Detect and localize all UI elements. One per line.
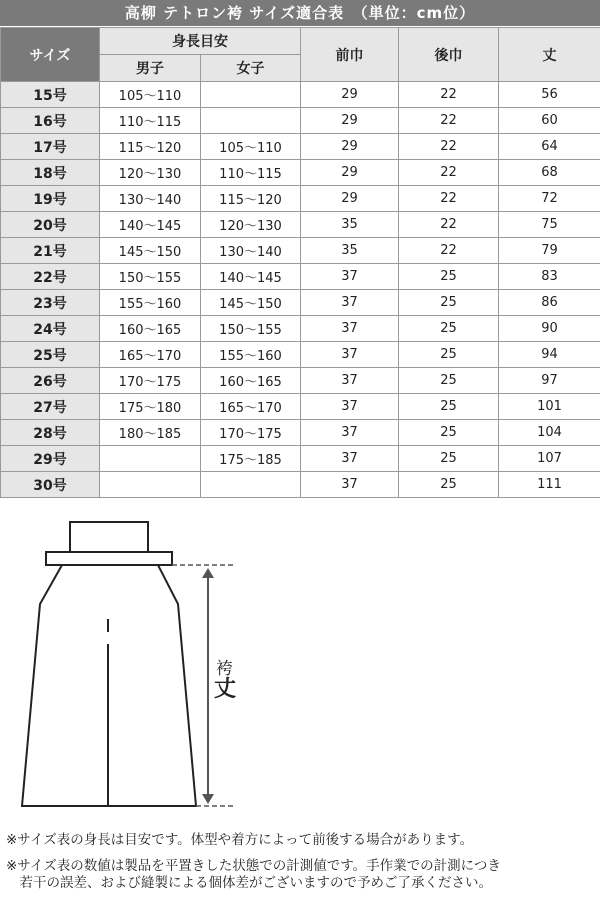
cell-female: 120～130 xyxy=(201,212,301,238)
cell-back-width: 25 xyxy=(399,264,499,290)
cell-male xyxy=(100,472,201,498)
cell-length: 94 xyxy=(499,342,600,368)
table-row xyxy=(1,290,600,316)
header-size: サイズ xyxy=(1,28,100,82)
cell-length: 64 xyxy=(499,134,600,160)
cell-back-width: 25 xyxy=(399,472,499,498)
cell-size: 26号 xyxy=(1,368,100,394)
cell-male: 130～140 xyxy=(100,186,201,212)
cell-length: 97 xyxy=(499,368,600,394)
cell-back-width: 25 xyxy=(399,290,499,316)
cell-length: 72 xyxy=(499,186,600,212)
cell-length: 90 xyxy=(499,316,600,342)
cell-male: 165～170 xyxy=(100,342,201,368)
note-height: ※サイズ表の身長は目安です。体型や着方によって前後する場合があります。 xyxy=(6,832,474,848)
cell-female xyxy=(201,108,301,134)
header-female: 女子 xyxy=(201,55,301,82)
cell-size: 16号 xyxy=(1,108,100,134)
table-row xyxy=(1,160,600,186)
note-measurement: ※サイズ表の数値は製品を平置きした状態での計測値です。手作業での計測につき xyxy=(6,858,501,874)
table-row xyxy=(1,134,600,160)
cell-front-width: 37 xyxy=(301,472,399,498)
cell-female xyxy=(201,472,301,498)
cell-female xyxy=(201,82,301,108)
header-height-guide: 身長目安 xyxy=(100,28,301,55)
cell-length: 56 xyxy=(499,82,600,108)
table-row xyxy=(1,82,600,108)
cell-female: 160～165 xyxy=(201,368,301,394)
table-row xyxy=(1,472,600,498)
cell-male: 150～155 xyxy=(100,264,201,290)
cell-front-width: 37 xyxy=(301,316,399,342)
header-length: 丈 xyxy=(499,28,600,82)
cell-back-width: 22 xyxy=(399,238,499,264)
cell-male: 155～160 xyxy=(100,290,201,316)
cell-front-width: 37 xyxy=(301,342,399,368)
cell-front-width: 37 xyxy=(301,290,399,316)
table-row xyxy=(1,264,600,290)
cell-size: 28号 xyxy=(1,420,100,446)
cell-male: 175～180 xyxy=(100,394,201,420)
size-chart-table xyxy=(0,27,600,498)
cell-length: 107 xyxy=(499,446,600,472)
note-measurement-cont: 若干の誤差、および縫製による個体差がございますので予めご了承ください。 xyxy=(6,875,492,891)
table-row xyxy=(1,212,600,238)
cell-male: 115～120 xyxy=(100,134,201,160)
cell-length: 68 xyxy=(499,160,600,186)
header-back-width: 後巾 xyxy=(399,28,499,82)
cell-size: 17号 xyxy=(1,134,100,160)
cell-size: 25号 xyxy=(1,342,100,368)
cell-front-width: 29 xyxy=(301,134,399,160)
cell-size: 29号 xyxy=(1,446,100,472)
cell-male: 160～165 xyxy=(100,316,201,342)
table-row xyxy=(1,316,600,342)
cell-back-width: 22 xyxy=(399,160,499,186)
cell-back-width: 25 xyxy=(399,342,499,368)
cell-front-width: 37 xyxy=(301,264,399,290)
cell-length: 79 xyxy=(499,238,600,264)
waist-top-shape xyxy=(70,522,148,552)
cell-size: 23号 xyxy=(1,290,100,316)
table-row xyxy=(1,394,600,420)
cell-female: 150～155 xyxy=(201,316,301,342)
table-row xyxy=(1,420,600,446)
cell-front-width: 29 xyxy=(301,108,399,134)
table-title: 高柳 テトロン袴 サイズ適合表 （単位：cm位） xyxy=(0,0,600,26)
hakama-diagram xyxy=(0,514,600,826)
cell-female: 145～150 xyxy=(201,290,301,316)
cell-front-width: 35 xyxy=(301,212,399,238)
cell-size: 19号 xyxy=(1,186,100,212)
cell-size: 18号 xyxy=(1,160,100,186)
cell-female: 170～175 xyxy=(201,420,301,446)
cell-front-width: 37 xyxy=(301,446,399,472)
cell-front-width: 37 xyxy=(301,394,399,420)
header-male: 男子 xyxy=(100,55,201,82)
cell-back-width: 25 xyxy=(399,420,499,446)
cell-size: 30号 xyxy=(1,472,100,498)
cell-back-width: 25 xyxy=(399,446,499,472)
cell-front-width: 29 xyxy=(301,160,399,186)
cell-size: 20号 xyxy=(1,212,100,238)
cell-female: 140～145 xyxy=(201,264,301,290)
cell-male: 140～145 xyxy=(100,212,201,238)
diagram-label-hakama: 袴 xyxy=(216,659,233,679)
cell-back-width: 22 xyxy=(399,134,499,160)
table-row xyxy=(1,446,600,472)
cell-length: 101 xyxy=(499,394,600,420)
table-row xyxy=(1,368,600,394)
cell-back-width: 22 xyxy=(399,108,499,134)
cell-female: 155～160 xyxy=(201,342,301,368)
cell-size: 22号 xyxy=(1,264,100,290)
cell-front-width: 29 xyxy=(301,186,399,212)
cell-male: 120～130 xyxy=(100,160,201,186)
cell-male: 145～150 xyxy=(100,238,201,264)
header-front-width: 前巾 xyxy=(301,28,399,82)
cell-female: 110～115 xyxy=(201,160,301,186)
cell-male: 170～175 xyxy=(100,368,201,394)
notes xyxy=(6,832,596,892)
cell-length: 104 xyxy=(499,420,600,446)
cell-length: 75 xyxy=(499,212,600,238)
cell-male xyxy=(100,446,201,472)
table-row xyxy=(1,186,600,212)
cell-female: 115～120 xyxy=(201,186,301,212)
cell-female: 105～110 xyxy=(201,134,301,160)
cell-female: 175～185 xyxy=(201,446,301,472)
cell-size: 24号 xyxy=(1,316,100,342)
cell-length: 111 xyxy=(499,472,600,498)
cell-back-width: 22 xyxy=(399,212,499,238)
waist-band-shape xyxy=(46,552,172,565)
cell-back-width: 25 xyxy=(399,394,499,420)
cell-back-width: 25 xyxy=(399,368,499,394)
diagram-label-length: 丈 xyxy=(214,677,237,702)
cell-size: 21号 xyxy=(1,238,100,264)
cell-front-width: 35 xyxy=(301,238,399,264)
cell-back-width: 25 xyxy=(399,316,499,342)
cell-back-width: 22 xyxy=(399,82,499,108)
cell-front-width: 37 xyxy=(301,420,399,446)
cell-size: 15号 xyxy=(1,82,100,108)
table-row xyxy=(1,342,600,368)
cell-male: 180～185 xyxy=(100,420,201,446)
cell-size: 27号 xyxy=(1,394,100,420)
table-row xyxy=(1,238,600,264)
table-row xyxy=(1,108,600,134)
cell-back-width: 22 xyxy=(399,186,499,212)
cell-front-width: 29 xyxy=(301,82,399,108)
cell-front-width: 37 xyxy=(301,368,399,394)
cell-male: 110～115 xyxy=(100,108,201,134)
cell-length: 86 xyxy=(499,290,600,316)
cell-length: 60 xyxy=(499,108,600,134)
cell-length: 83 xyxy=(499,264,600,290)
cell-female: 165～170 xyxy=(201,394,301,420)
cell-male: 105～110 xyxy=(100,82,201,108)
cell-female: 130～140 xyxy=(201,238,301,264)
